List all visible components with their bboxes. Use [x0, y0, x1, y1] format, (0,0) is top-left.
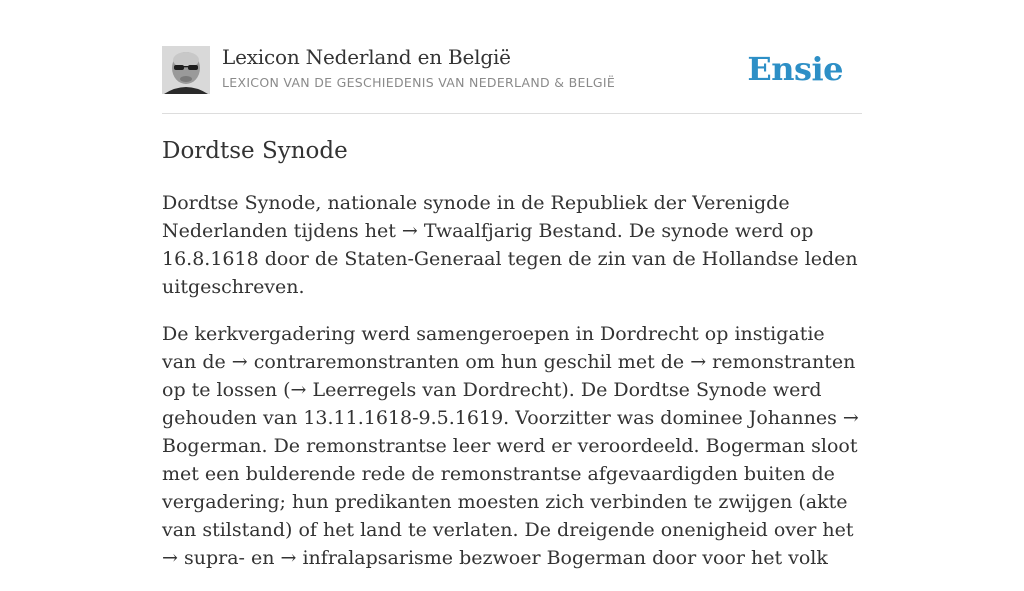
paragraph-text: De kerkvergadering werd samengeroepen in Dordrecht op instigatie van de: [162, 323, 825, 373]
xref-link-infralapsarisme[interactable]: → infralapsarisme: [280, 547, 454, 569]
paragraph-text: om hun geschil met de: [459, 351, 691, 373]
article-paragraph: [162, 320, 862, 572]
paragraph-text: op te lossen (: [162, 379, 291, 401]
paragraph-text: . De synode werd op 16.8.1618 door de Staten-Generaal tegen de zin van de Hollandse leden uitgeschreven.: [162, 220, 858, 298]
paragraph-text: en: [244, 547, 281, 569]
article-body: [162, 189, 862, 591]
article-paragraph: [162, 189, 862, 301]
xref-link-contraremonstranten[interactable]: → contraremonstranten: [231, 351, 460, 373]
page-title: Dordtse Synode: [162, 138, 348, 164]
xref-link-remonstranten[interactable]: → remonstranten: [690, 351, 856, 373]
ensie-logo[interactable]: Ensie: [747, 50, 843, 88]
paragraph-text: bezwoer Bogerman door voor het volk: [453, 547, 828, 569]
source-header: [162, 0, 862, 114]
source-subtitle: LEXICON VAN DE GESCHIEDENIS VAN NEDERLAND & BELGIË: [222, 75, 616, 90]
author-avatar[interactable]: [162, 46, 210, 94]
source-title[interactable]: Lexicon Nederland en België: [222, 45, 511, 69]
xref-link-twaalfjarig-bestand[interactable]: → Twaalfjarig Bestand: [401, 220, 617, 242]
xref-link-supralapsarisme[interactable]: → supra-: [162, 547, 245, 569]
paragraph-text: . De remonstrantse leer werd er veroordeeld. Bogerman sloot met een bulderende rede de remonstrantse afgevaardigden buiten de vergadering; hun predikanten moesten zich verbinden te zwijgen (akte van stilstand) of het land te verlaten. De dreigende onenigheid over het: [162, 435, 858, 541]
page-container: [162, 0, 862, 569]
author-portrait-icon: [162, 46, 210, 94]
xref-link-bogerman[interactable]: → Bogerman: [162, 407, 859, 457]
paragraph-text: Dordtse Synode, nationale synode in de Republiek der Verenigde Nederlanden tijdens het: [162, 192, 790, 242]
paragraph-text: ). De Dordtse Synode werd gehouden van 13.11.1618-9.5.1619. Voorzitter was dominee Johannes: [162, 379, 843, 429]
xref-link-leerregels[interactable]: → Leerregels van Dordrecht: [290, 379, 562, 401]
